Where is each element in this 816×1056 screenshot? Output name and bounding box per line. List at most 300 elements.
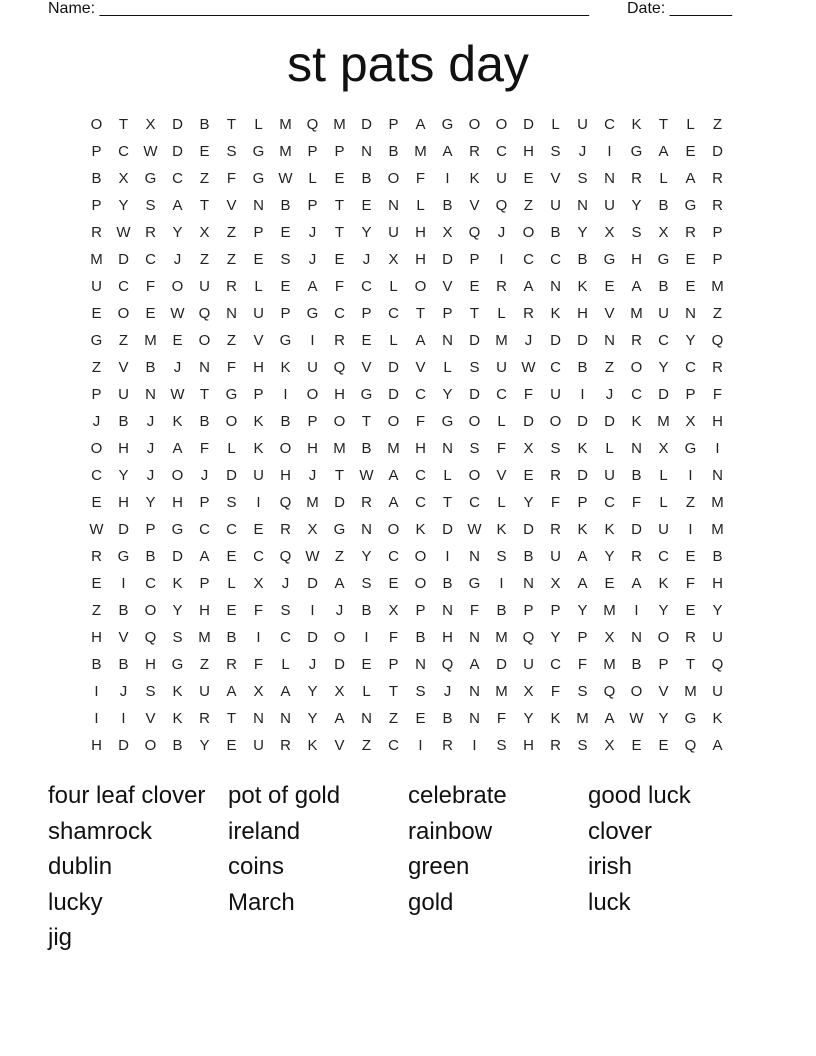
grid-letter: E <box>334 251 345 268</box>
grid-letter: P <box>577 494 588 511</box>
grid-letter: B <box>172 737 183 754</box>
grid-letter: O <box>117 305 130 322</box>
grid-letter: H <box>631 251 642 268</box>
grid-letter: R <box>91 548 102 565</box>
grid-letter: U <box>388 224 399 241</box>
grid-letter: K <box>577 440 588 457</box>
grid-letter: N <box>577 197 588 214</box>
grid-letter: A <box>469 656 480 673</box>
grid-letter: Z <box>199 656 210 673</box>
grid-letter: V <box>604 305 615 322</box>
grid-letter: V <box>118 359 129 376</box>
grid-letter: U <box>91 278 102 295</box>
grid-letter: W <box>278 170 293 187</box>
grid-letter: C <box>145 251 156 268</box>
grid-letter: P <box>388 116 399 133</box>
grid-letter: B <box>388 143 399 160</box>
grid-letter: R <box>226 278 237 295</box>
grid-letter: S <box>226 143 237 160</box>
grid-letter: Y <box>712 602 723 619</box>
grid-letter: R <box>361 494 372 511</box>
grid-letter: R <box>334 332 345 349</box>
grid-letter: P <box>658 656 669 673</box>
grid-letter: N <box>361 143 372 160</box>
grid-letter: I <box>715 440 720 457</box>
grid-letter: D <box>118 251 129 268</box>
grid-letter: N <box>361 521 372 538</box>
grid-letter: J <box>578 143 587 160</box>
grid-letter: L <box>443 359 452 376</box>
grid-letter: K <box>577 521 588 538</box>
grid-letter: O <box>414 278 427 295</box>
grid-letter: Z <box>199 170 210 187</box>
grid-letter: G <box>252 170 265 187</box>
grid-letter: G <box>171 656 184 673</box>
grid-letter: F <box>685 575 696 592</box>
grid-letter: Y <box>361 548 372 565</box>
grid-letter: M <box>711 521 724 538</box>
grid-letter: F <box>253 602 264 619</box>
grid-letter: D <box>388 386 399 403</box>
grid-letter: A <box>415 332 426 349</box>
grid-letter: P <box>550 602 561 619</box>
grid-letter: X <box>604 224 615 241</box>
grid-letter: R <box>145 224 156 241</box>
grid-letter: N <box>550 278 561 295</box>
grid-letter: T <box>469 305 480 322</box>
grid-letter: T <box>361 413 372 430</box>
grid-letter: U <box>658 521 669 538</box>
grid-letter: V <box>496 467 507 484</box>
grid-letter: C <box>226 521 237 538</box>
grid-letter: N <box>361 710 372 727</box>
grid-letter: Y <box>523 494 534 511</box>
grid-letter: Y <box>307 710 318 727</box>
grid-letter: N <box>442 602 453 619</box>
grid-letter: G <box>252 143 265 160</box>
grid-letter: X <box>442 224 453 241</box>
word-list-item: clover <box>588 817 653 845</box>
grid-letter: R <box>280 521 291 538</box>
grid-letter: T <box>334 197 345 214</box>
grid-letter: P <box>577 629 588 646</box>
grid-letter: E <box>334 170 345 187</box>
grid-letter: C <box>523 251 534 268</box>
grid-letter: J <box>92 413 101 430</box>
grid-letter: M <box>630 305 643 322</box>
grid-letter: P <box>712 224 723 241</box>
grid-letter: U <box>604 467 615 484</box>
grid-letter: E <box>685 251 696 268</box>
grid-letter: I <box>256 629 261 646</box>
grid-letter: I <box>634 602 639 619</box>
grid-letter: Y <box>604 548 615 565</box>
grid-letter: B <box>118 656 129 673</box>
grid-letter: C <box>280 629 291 646</box>
grid-letter: N <box>604 170 615 187</box>
word-list-item: irish <box>588 853 633 880</box>
grid-letter: H <box>415 440 426 457</box>
grid-letter: C <box>604 494 615 511</box>
grid-letter: I <box>364 629 369 646</box>
grid-letter: D <box>577 467 588 484</box>
grid-letter: W <box>170 305 185 322</box>
grid-letter: V <box>334 737 345 754</box>
grid-letter: F <box>631 494 642 511</box>
grid-letter: U <box>253 467 264 484</box>
grid-letter: B <box>118 413 129 430</box>
grid-letter: Q <box>468 224 481 241</box>
grid-letter: A <box>631 278 642 295</box>
grid-letter: I <box>283 386 288 403</box>
grid-letter: D <box>577 332 588 349</box>
grid-letter: K <box>415 521 426 538</box>
grid-letter: T <box>685 656 696 673</box>
grid-letter: A <box>199 548 210 565</box>
grid-letter: H <box>415 251 426 268</box>
word-list-item: ireland <box>228 817 301 845</box>
grid-letter: B <box>631 467 642 484</box>
grid-letter: O <box>630 683 643 700</box>
grid-letter: D <box>469 386 480 403</box>
grid-letter: X <box>523 440 534 457</box>
grid-letter: K <box>712 710 723 727</box>
grid-letter: Y <box>523 710 534 727</box>
grid-letter: J <box>497 224 506 241</box>
grid-letter: O <box>549 413 562 430</box>
grid-letter: F <box>253 656 264 673</box>
grid-letter: A <box>172 197 183 214</box>
grid-letter: O <box>198 332 211 349</box>
grid-letter: N <box>253 197 264 214</box>
grid-letter: D <box>631 521 642 538</box>
grid-letter: A <box>658 143 669 160</box>
grid-letter: M <box>495 683 508 700</box>
grid-letter: Y <box>577 224 588 241</box>
grid-letter: W <box>170 386 185 403</box>
grid-letter: H <box>712 413 723 430</box>
grid-letter: F <box>145 278 156 295</box>
grid-letter: T <box>199 197 210 214</box>
grid-letter: S <box>577 737 588 754</box>
grid-letter: B <box>442 197 453 214</box>
grid-letter: N <box>631 440 642 457</box>
grid-letter: K <box>631 116 642 133</box>
grid-letter: Z <box>361 737 372 754</box>
grid-letter: B <box>712 548 723 565</box>
grid-letter: Y <box>631 197 642 214</box>
grid-letter: B <box>496 602 507 619</box>
grid-letter: P <box>253 224 264 241</box>
grid-letter: O <box>90 116 103 133</box>
grid-letter: H <box>172 494 183 511</box>
grid-letter: Q <box>711 332 724 349</box>
grid-letter: O <box>225 413 238 430</box>
grid-letter: Y <box>658 710 669 727</box>
grid-letter: C <box>334 305 345 322</box>
grid-letter: O <box>171 278 184 295</box>
grid-letter: J <box>308 656 317 673</box>
grid-letter: P <box>388 656 399 673</box>
grid-letter: F <box>577 656 588 673</box>
grid-letter: E <box>226 548 237 565</box>
grid-letter: F <box>415 170 426 187</box>
grid-letter: C <box>685 359 696 376</box>
letter-grid <box>83 111 731 759</box>
grid-letter: X <box>604 737 615 754</box>
grid-letter: N <box>253 710 264 727</box>
grid-letter: H <box>712 575 723 592</box>
grid-letter: B <box>442 575 453 592</box>
grid-letter: B <box>658 278 669 295</box>
grid-letter: D <box>388 359 399 376</box>
grid-letter: H <box>442 629 453 646</box>
grid-letter: K <box>172 683 183 700</box>
grid-letter: L <box>497 413 506 430</box>
grid-letter: I <box>607 143 612 160</box>
grid-letter: E <box>280 224 291 241</box>
grid-letter: S <box>496 737 507 754</box>
grid-letter: D <box>442 521 453 538</box>
grid-letter: B <box>91 656 102 673</box>
grid-letter: X <box>199 224 210 241</box>
grid-letter: I <box>499 575 504 592</box>
grid-letter: J <box>146 413 155 430</box>
grid-letter: K <box>496 521 507 538</box>
grid-letter: U <box>577 116 588 133</box>
grid-letter: K <box>253 413 264 430</box>
grid-letter: J <box>308 251 317 268</box>
grid-letter: Q <box>279 548 292 565</box>
grid-letter: E <box>361 656 372 673</box>
grid-letter: A <box>577 548 588 565</box>
grid-letter: O <box>468 116 481 133</box>
grid-letter: D <box>496 656 507 673</box>
grid-letter: F <box>496 710 507 727</box>
word-list <box>48 778 768 956</box>
grid-letter: N <box>469 629 480 646</box>
grid-letter: K <box>631 413 642 430</box>
grid-letter: K <box>577 278 588 295</box>
grid-letter: W <box>305 548 320 565</box>
grid-letter: N <box>145 386 156 403</box>
grid-letter: H <box>118 440 129 457</box>
grid-letter: E <box>199 143 210 160</box>
grid-letter: K <box>550 305 561 322</box>
grid-letter: O <box>414 548 427 565</box>
grid-letter: C <box>469 494 480 511</box>
grid-letter: O <box>333 629 346 646</box>
grid-letter: K <box>253 440 264 457</box>
grid-letter: T <box>334 467 345 484</box>
grid-letter: S <box>469 359 480 376</box>
grid-letter: I <box>472 737 477 754</box>
grid-letter: P <box>469 251 480 268</box>
grid-letter: U <box>118 386 129 403</box>
grid-letter: F <box>550 683 561 700</box>
grid-letter: L <box>659 170 668 187</box>
grid-letter: M <box>576 710 589 727</box>
grid-letter: Y <box>307 683 318 700</box>
grid-letter: D <box>307 629 318 646</box>
grid-letter: C <box>388 737 399 754</box>
grid-letter: I <box>688 467 693 484</box>
grid-letter: J <box>146 467 155 484</box>
grid-letter: K <box>550 710 561 727</box>
grid-letter: X <box>253 575 264 592</box>
grid-letter: C <box>604 116 615 133</box>
grid-letter: P <box>91 197 102 214</box>
grid-letter: E <box>253 251 264 268</box>
grid-letter: C <box>496 143 507 160</box>
grid-letter: S <box>577 683 588 700</box>
grid-letter: E <box>658 737 669 754</box>
grid-letter: F <box>523 386 534 403</box>
grid-letter: A <box>388 467 399 484</box>
grid-letter: P <box>361 305 372 322</box>
grid-letter: D <box>523 413 534 430</box>
grid-letter: Z <box>199 251 210 268</box>
grid-letter: I <box>94 683 99 700</box>
grid-letter: A <box>631 575 642 592</box>
grid-letter: R <box>469 143 480 160</box>
grid-letter: Q <box>684 737 697 754</box>
grid-letter: H <box>199 602 210 619</box>
grid-letter: L <box>308 170 317 187</box>
grid-letter: A <box>712 737 723 754</box>
grid-letter: G <box>441 413 454 430</box>
grid-letter: Y <box>442 386 453 403</box>
grid-letter: Y <box>145 494 156 511</box>
grid-letter: Q <box>333 359 346 376</box>
grid-letter: S <box>280 602 291 619</box>
grid-letter: E <box>361 332 372 349</box>
grid-letter: U <box>550 548 561 565</box>
grid-letter: B <box>280 197 291 214</box>
grid-letter: D <box>577 413 588 430</box>
grid-letter: X <box>658 440 669 457</box>
grid-letter: V <box>442 278 453 295</box>
grid-letter: U <box>550 197 561 214</box>
grid-letter: J <box>443 683 452 700</box>
grid-letter: N <box>442 332 453 349</box>
grid-letter: K <box>172 575 183 592</box>
grid-letter: B <box>226 629 237 646</box>
grid-letter: U <box>496 359 507 376</box>
grid-letter: C <box>199 521 210 538</box>
grid-letter: B <box>199 413 210 430</box>
grid-letter: N <box>388 197 399 214</box>
grid-letter: U <box>604 197 615 214</box>
grid-letter: N <box>523 575 534 592</box>
grid-letter: I <box>310 602 315 619</box>
grid-letter: E <box>469 278 480 295</box>
grid-letter: D <box>658 386 669 403</box>
grid-letter: M <box>279 143 292 160</box>
grid-letter: D <box>712 143 723 160</box>
grid-letter: J <box>308 224 317 241</box>
word-list-item: rainbow <box>408 817 493 845</box>
grid-letter: H <box>145 656 156 673</box>
grid-letter: A <box>604 710 615 727</box>
grid-letter: Y <box>118 197 129 214</box>
grid-letter: B <box>361 440 372 457</box>
grid-letter: L <box>659 494 668 511</box>
word-list-item: shamrock <box>48 817 153 845</box>
grid-letter: B <box>145 548 156 565</box>
grid-letter: T <box>415 305 426 322</box>
grid-letter: N <box>712 467 723 484</box>
grid-letter: P <box>91 386 102 403</box>
grid-letter: C <box>415 494 426 511</box>
word-list-item: March <box>228 888 295 916</box>
grid-letter: A <box>577 575 588 592</box>
grid-letter: H <box>118 494 129 511</box>
grid-letter: Q <box>495 197 508 214</box>
grid-letter: O <box>333 413 346 430</box>
grid-letter: D <box>523 521 534 538</box>
grid-letter: Z <box>388 710 399 727</box>
grid-letter: R <box>631 548 642 565</box>
grid-letter: X <box>658 224 669 241</box>
grid-letter: I <box>445 548 450 565</box>
word-list-item: pot of gold <box>228 782 341 809</box>
grid-letter: U <box>550 386 561 403</box>
grid-letter: O <box>387 413 400 430</box>
grid-letter: R <box>685 629 696 646</box>
grid-letter: A <box>280 683 291 700</box>
grid-letter: E <box>604 575 615 592</box>
grid-letter: M <box>684 683 697 700</box>
grid-letter: D <box>361 116 372 133</box>
grid-letter: H <box>253 359 264 376</box>
grid-letter: F <box>226 359 237 376</box>
grid-letter: B <box>523 548 534 565</box>
grid-letter: L <box>605 440 614 457</box>
grid-letter: P <box>145 521 156 538</box>
grid-letter: L <box>659 467 668 484</box>
grid-letter: X <box>253 683 264 700</box>
header-line <box>48 0 748 20</box>
grid-letter: M <box>333 440 346 457</box>
grid-letter: B <box>631 656 642 673</box>
grid-letter: Z <box>226 251 237 268</box>
grid-letter: D <box>604 413 615 430</box>
grid-letter: O <box>468 413 481 430</box>
word-list-item: good luck <box>588 782 691 809</box>
grid-letter: E <box>361 197 372 214</box>
grid-letter: I <box>445 170 450 187</box>
grid-letter: B <box>199 116 210 133</box>
grid-letter: L <box>362 683 371 700</box>
grid-letter: U <box>307 359 318 376</box>
grid-letter: J <box>200 467 209 484</box>
grid-letter: Q <box>711 656 724 673</box>
grid-letter: Y <box>118 467 129 484</box>
grid-letter: P <box>442 305 453 322</box>
grid-letter: R <box>550 521 561 538</box>
grid-letter: R <box>712 170 723 187</box>
grid-letter: R <box>712 197 723 214</box>
grid-letter: G <box>225 386 238 403</box>
grid-letter: D <box>523 116 534 133</box>
grid-letter: A <box>685 170 696 187</box>
grid-letter: Q <box>441 656 454 673</box>
grid-letter: U <box>496 170 507 187</box>
grid-letter: D <box>334 494 345 511</box>
grid-letter: P <box>334 143 345 160</box>
grid-letter: C <box>631 386 642 403</box>
